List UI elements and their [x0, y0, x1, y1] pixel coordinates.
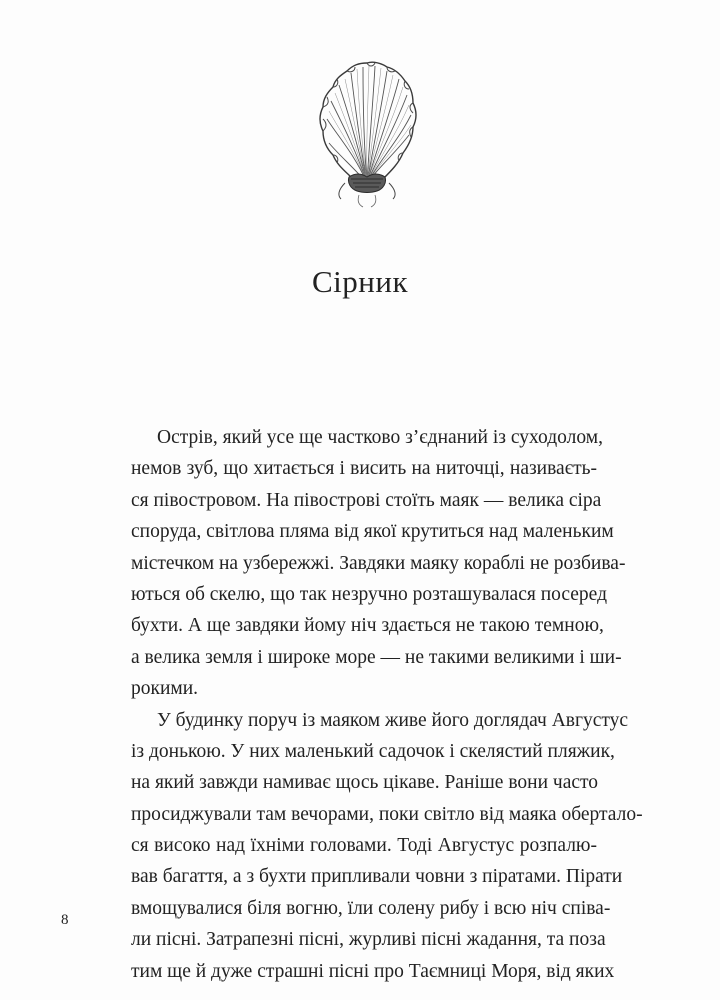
paragraph-line: ються об скелю, що так незручно розташувалася посеред — [131, 583, 607, 605]
paragraph-line: тим ще й дуже страшні пісні про Таємниці Моря, від яких — [131, 960, 615, 982]
paragraph-line: із донькою. У них маленький садочок і скелястий пляжик, — [131, 740, 615, 762]
paragraph-line: містечком на узбережжі. Завдяки маяку кораблі не розбива- — [131, 552, 626, 574]
paragraph-line: а велика земля і широке море — не такими великими і ши- — [131, 646, 622, 668]
scallop-shell-icon — [315, 55, 420, 213]
page-number: 8 — [61, 912, 69, 928]
paragraph-line: на який завжди намиває щось цікаве. Раніше вони часто — [131, 772, 599, 794]
chapter-body — [131, 422, 643, 987]
chapter-title: Сірник — [311, 263, 409, 299]
paragraph-line: вав багаття, а з бухти припливали човни з піратами. Пірати — [131, 866, 623, 888]
paragraph-line: Острів, який усе ще частково з’єднаний із суходолом, — [157, 427, 603, 448]
paragraph-line: вмощувалися біля вогню, їли солену рибу і всю ніч співа- — [131, 897, 611, 919]
paragraph-line: немов зуб, що хитається і висить на ниточці, називаєть- — [131, 458, 597, 480]
paragraph-line: просиджували там вечорами, поки світло від маяка обертало- — [131, 803, 643, 825]
paragraph-line: рокими. — [131, 678, 199, 700]
paragraph-line: У будинку поруч із маяком живе його доглядач Августус — [157, 709, 629, 731]
paragraph-line: ся півостровом. На півострові стоїть маяк — велика сіра — [131, 489, 602, 511]
paragraph-line: споруда, світлова пляма від якої крутиться над маленьким — [131, 521, 614, 543]
paragraph-line: бухти. А ще завдяки йому ніч здається не такою темною, — [131, 615, 604, 637]
paragraph-line: ли пісні. Затрапезні пісні, журливі пісні жадання, та поза — [131, 929, 606, 951]
paragraph-line: ся високо над їхніми головами. Тоді Августус розпалю- — [131, 835, 597, 857]
